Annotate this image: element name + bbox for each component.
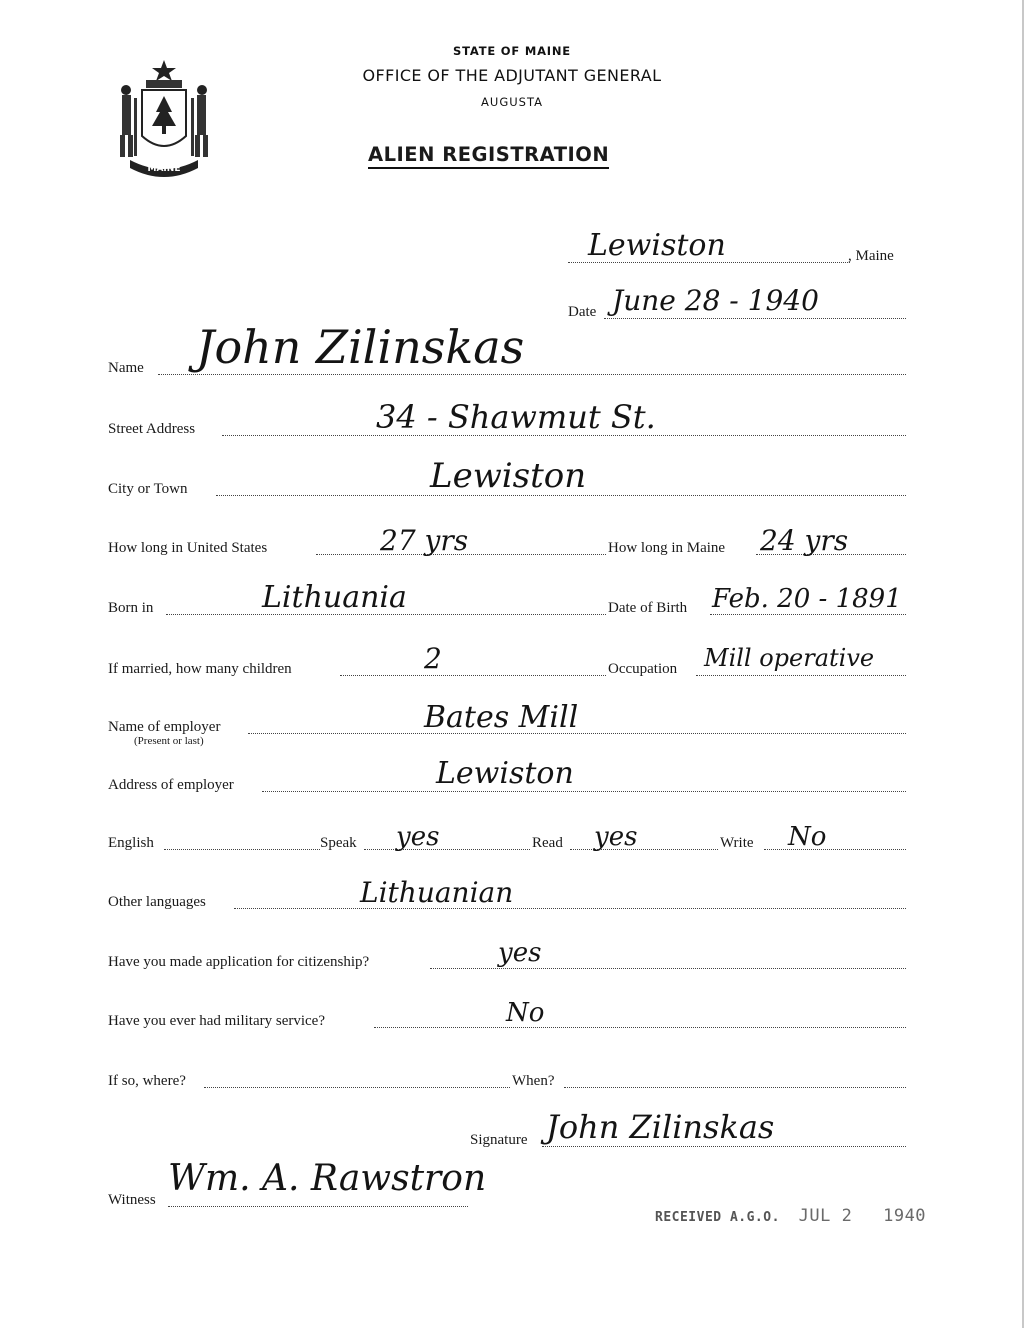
employer-addr-label: Address of employer xyxy=(108,777,234,793)
signature-label: Signature xyxy=(470,1132,528,1148)
military-value: No xyxy=(506,998,545,1028)
citizenship-line xyxy=(430,968,906,969)
citizenship-label: Have you made application for citizenship? xyxy=(108,954,370,970)
stamp-received: RECEIVED A.G.O. xyxy=(655,1210,780,1225)
english-line xyxy=(164,849,320,850)
employer-addr-line xyxy=(262,791,906,792)
header-office: OFFICE OF THE ADJUTANT GENERAL xyxy=(362,66,662,85)
seal-text: MAINE xyxy=(147,164,181,174)
read-label: Read xyxy=(532,835,563,851)
dob-value: Feb. 20 - 1891 xyxy=(712,584,902,614)
when-label: When? xyxy=(512,1073,555,1089)
other-lang-label: Other languages xyxy=(108,894,206,910)
speak-line xyxy=(364,849,530,850)
employer-addr-value: Lewiston xyxy=(436,756,574,791)
born-value: Lithuania xyxy=(262,580,407,615)
us-value: 27 yrs xyxy=(380,524,469,557)
citizenship-value: yes xyxy=(498,938,542,968)
read-value: yes xyxy=(594,822,638,852)
street-value: 34 - Shawmut St. xyxy=(376,398,656,436)
where-label: If so, where? xyxy=(108,1073,186,1089)
signature-line xyxy=(542,1146,906,1147)
employer-label: Name of employer xyxy=(108,719,221,735)
write-label: Write xyxy=(720,835,754,851)
when-line xyxy=(564,1087,906,1088)
other-lang-value: Lithuanian xyxy=(360,876,514,909)
occupation-value: Mill operative xyxy=(704,644,875,672)
born-label: Born in xyxy=(108,600,154,616)
city-value: Lewiston xyxy=(430,456,587,496)
street-label: Street Address xyxy=(108,421,196,437)
place-suffix: , Maine xyxy=(848,248,894,264)
write-value: No xyxy=(788,822,827,852)
maine-value: 24 yrs xyxy=(760,524,849,557)
dob-line xyxy=(710,614,906,615)
date-label: Date xyxy=(568,304,597,320)
children-value: 2 xyxy=(424,642,442,675)
header-city: AUGUSTA xyxy=(481,95,543,109)
read-line xyxy=(570,849,718,850)
dob-label: Date of Birth xyxy=(608,600,688,616)
where-line xyxy=(204,1087,510,1088)
witness-value: Wm. A. Rawstron xyxy=(168,1158,487,1199)
name-line xyxy=(158,374,906,375)
military-line xyxy=(374,1027,906,1028)
name-value: John Zilinskas xyxy=(196,320,525,374)
employer-value: Bates Mill xyxy=(424,700,579,735)
stamp-year: 1940 xyxy=(883,1206,927,1226)
children-label: If married, how many children xyxy=(108,661,292,677)
english-label: English xyxy=(108,835,154,851)
write-line xyxy=(764,849,906,850)
date-line xyxy=(604,318,906,319)
date-value: June 28 - 1940 xyxy=(612,284,819,317)
occupation-line xyxy=(696,675,906,676)
witness-label: Witness xyxy=(108,1192,156,1208)
us-label: How long in United States xyxy=(108,540,268,556)
signature-value: John Zilinskas xyxy=(546,1108,775,1146)
other-lang-line xyxy=(234,908,906,909)
header-state: STATE OF MAINE xyxy=(453,44,571,58)
speak-value: yes xyxy=(396,822,440,852)
occupation-label: Occupation xyxy=(608,661,678,677)
city-label: City or Town xyxy=(108,481,188,497)
place-value: Lewiston xyxy=(588,228,726,263)
military-label: Have you ever had military service? xyxy=(108,1013,325,1029)
received-stamp xyxy=(655,1206,926,1226)
stamp-date: JUL 2 xyxy=(798,1206,853,1226)
maine-label: How long in Maine xyxy=(608,540,726,556)
children-line xyxy=(340,675,606,676)
speak-label: Speak xyxy=(320,835,357,851)
form-title: ALIEN REGISTRATION xyxy=(368,143,609,169)
employer-sub: (Present or last) xyxy=(134,735,204,747)
witness-line xyxy=(168,1206,468,1207)
name-label: Name xyxy=(108,360,144,376)
